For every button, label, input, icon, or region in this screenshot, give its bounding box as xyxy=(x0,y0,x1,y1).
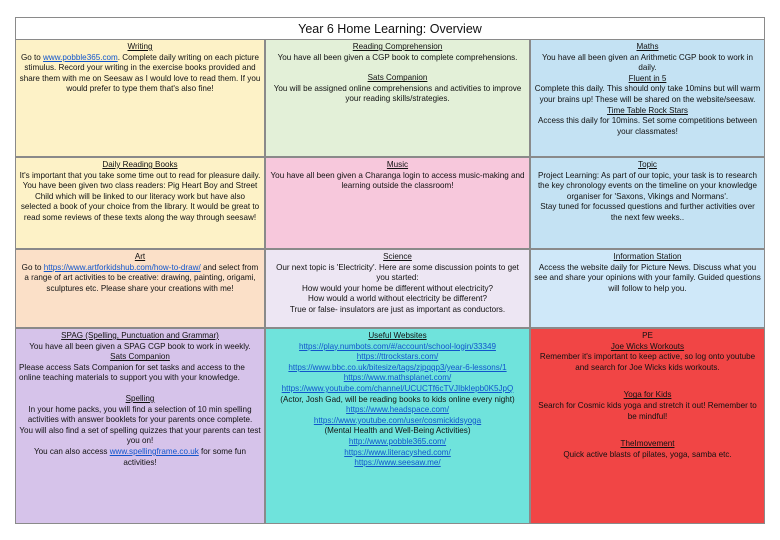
bitesize-link[interactable]: https://www.bbc.co.uk/bitesize/tags/zjpqqp3/year-6-lessons/1 xyxy=(288,362,507,372)
yoga-heading: Yoga for Kids xyxy=(623,390,672,400)
page-title: Year 6 Home Learning: Overview xyxy=(15,17,765,39)
science-line-2: How would your home be different without electricity? xyxy=(301,283,494,293)
spag-heading: SPAG (Spelling, Punctuation and Grammar) xyxy=(61,331,219,340)
pobble-link[interactable]: http://www.pobble365.com/ xyxy=(348,436,447,446)
ttrockstars-link[interactable]: https://ttrockstars.com/ xyxy=(356,352,439,362)
ttrs-heading: Time Table Rock Stars xyxy=(607,105,688,115)
josh-gad-note: (Actor, Josh Gad, will be reading books to kids online every night) xyxy=(280,394,515,404)
mental-health-note: (Mental Health and Well-Being Activities) xyxy=(324,426,471,436)
literacyshed-link[interactable]: https://www.literacyshed.com/ xyxy=(344,447,451,457)
movement-heading: TheImovement xyxy=(620,439,675,449)
maths-text: You have all been given an Arithmetic CGP book to work in daily. xyxy=(541,52,753,73)
info-text: Access the website daily for Picture News. Discuss what you see and share your opinions with your family. Guided questions will follow to help you. xyxy=(534,262,761,293)
spellingframe-text xyxy=(19,447,261,468)
reading-heading: Reading Comprehension xyxy=(352,42,443,51)
writing-text xyxy=(19,53,261,95)
pe-heading: PE xyxy=(642,331,653,340)
art-pre: Go to xyxy=(21,262,44,272)
fluent-heading: Fluent in 5 xyxy=(628,73,667,83)
spag-text: You have all been given a SPAG CGP book to work in weekly. xyxy=(29,341,251,351)
reading-panel xyxy=(265,39,530,157)
daily-reading-heading: Daily Reading Books xyxy=(102,160,178,169)
info-heading: Information Station xyxy=(613,252,682,261)
writing-panel xyxy=(15,39,265,157)
spellingframe-link[interactable]: www.spellingframe.co.uk xyxy=(109,446,199,456)
topic-text: Project Learning: As part of our topic, your task is to research the key chronology events on the timeline on your knowledge organiser for 'Saxons, Vikings and Normans'. xyxy=(537,170,758,201)
cosmic-kids-link[interactable]: https://www.youtube.com/user/cosmickidsyoga xyxy=(313,415,482,425)
art-link[interactable]: https://www.artforkidshub.com/how-to-draw/ xyxy=(43,262,201,272)
science-line-4: True or false- insulators are just as important as conductors. xyxy=(289,304,506,314)
spelling-heading: Spelling xyxy=(125,393,155,403)
sats-companion-heading: Sats Companion xyxy=(367,73,428,83)
art-post: and select from a range of art activities to be creative: drawing, painting, origami, sculptures etc. Please share your creations with me! xyxy=(24,262,259,293)
ttrs-text: Access this daily for 10mins. Set some competitions between your classmates! xyxy=(537,116,758,136)
reading-text: You have all been given a CGP book to complete comprehensions. xyxy=(277,52,518,62)
pe-panel xyxy=(530,328,765,524)
useful-websites-panel xyxy=(265,328,530,524)
spellingframe-post: for some fun activities! xyxy=(123,446,247,467)
art-text xyxy=(19,263,261,295)
science-heading: Science xyxy=(383,252,412,261)
info-station-panel xyxy=(530,249,765,328)
spelling-text: In your home packs, you will find a selection of 10 min spelling activities with answer booklets for your parents once complete. xyxy=(27,404,253,425)
joe-wicks-heading: Joe Wicks Workouts xyxy=(610,341,685,351)
seesaw-link[interactable]: https://www.seesaw.me/ xyxy=(354,458,441,468)
topic-text-2: Stay tuned for focussed questions and further activities over the next few weeks.. xyxy=(540,202,755,222)
spag-sats-heading: Sats Companion xyxy=(110,352,170,362)
topic-heading: Topic xyxy=(638,160,657,169)
headspace-link[interactable]: https://www.headspace.com/ xyxy=(345,405,450,415)
art-panel xyxy=(15,249,265,328)
spag-sats-text: Please access Sats Companion for set tasks and access to the online teaching materials to support you with your knowledge. xyxy=(19,362,245,383)
music-panel xyxy=(265,157,530,249)
spelling-quizzes-text: You will also find a set of spelling quizzes that your parents can test you on! xyxy=(19,425,261,446)
spellingframe-pre: You can also access xyxy=(33,446,110,456)
useful-heading: Useful Websites xyxy=(368,331,427,340)
daily-reading-text: It's important that you take some time out to read for pleasure daily. You have been given two class readers: Pig Heart Boy and Street Child which will be linked to our literacy work but have also selected a book of your choice from the library. It would be great to read some reviews of these texts along the way through seesaw! xyxy=(19,170,261,222)
numbots-link[interactable]: https://play.numbots.com/#/account/school-login/33349 xyxy=(299,341,496,351)
spag-panel xyxy=(15,328,265,524)
science-panel xyxy=(265,249,530,328)
writing-heading: Writing xyxy=(127,42,153,51)
maths-heading: Maths xyxy=(636,42,659,51)
daily-reading-panel xyxy=(15,157,265,249)
yoga-text: Search for Cosmic kids yoga and stretch it out! Remember to be mindful! xyxy=(538,400,757,421)
art-heading: Art xyxy=(134,252,146,261)
joe-wicks-text: Remember it's important to keep active, so log onto youtube and search for Joe Wicks kids workouts. xyxy=(539,352,756,372)
topic-panel xyxy=(530,157,765,249)
writing-pre: Go to xyxy=(21,52,44,62)
maths-panel xyxy=(530,39,765,157)
science-line-3: How would a world without electricity be different? xyxy=(308,294,487,304)
mathsplanet-link[interactable]: https://www.mathsplanet.com/ xyxy=(343,373,452,383)
writing-link[interactable]: www.pobble365.com xyxy=(43,52,118,62)
science-line-1: Our next topic is 'Electricity'. Here are some discussion points to get you started: xyxy=(276,262,519,283)
music-heading: Music xyxy=(386,160,409,169)
movement-text: Quick active blasts of pilates, yoga, samba etc. xyxy=(563,449,732,459)
youtube-josh-gad-link[interactable]: https://www.youtube.com/channel/UCUCTf6cTVJIbklepb0K5JpQ xyxy=(281,383,514,393)
music-text: You have all been given a Charanga login to access music-making and learning outside the classroom! xyxy=(270,170,525,191)
writing-post: . Complete daily writing on each picture stimulus. Record your writing in the exercise books provided and share them with me on Seesaw as I would love to read them. If you would prefer to type them that's also fine! xyxy=(19,52,261,94)
fluent-text: Complete this daily. This should only take 10mins but will warm your brains up! These will be shared on the website/seesaw. xyxy=(534,84,761,104)
sats-companion-text: You will be assigned online comprehensions and activities to improve your reading skills/strategies. xyxy=(273,83,522,104)
